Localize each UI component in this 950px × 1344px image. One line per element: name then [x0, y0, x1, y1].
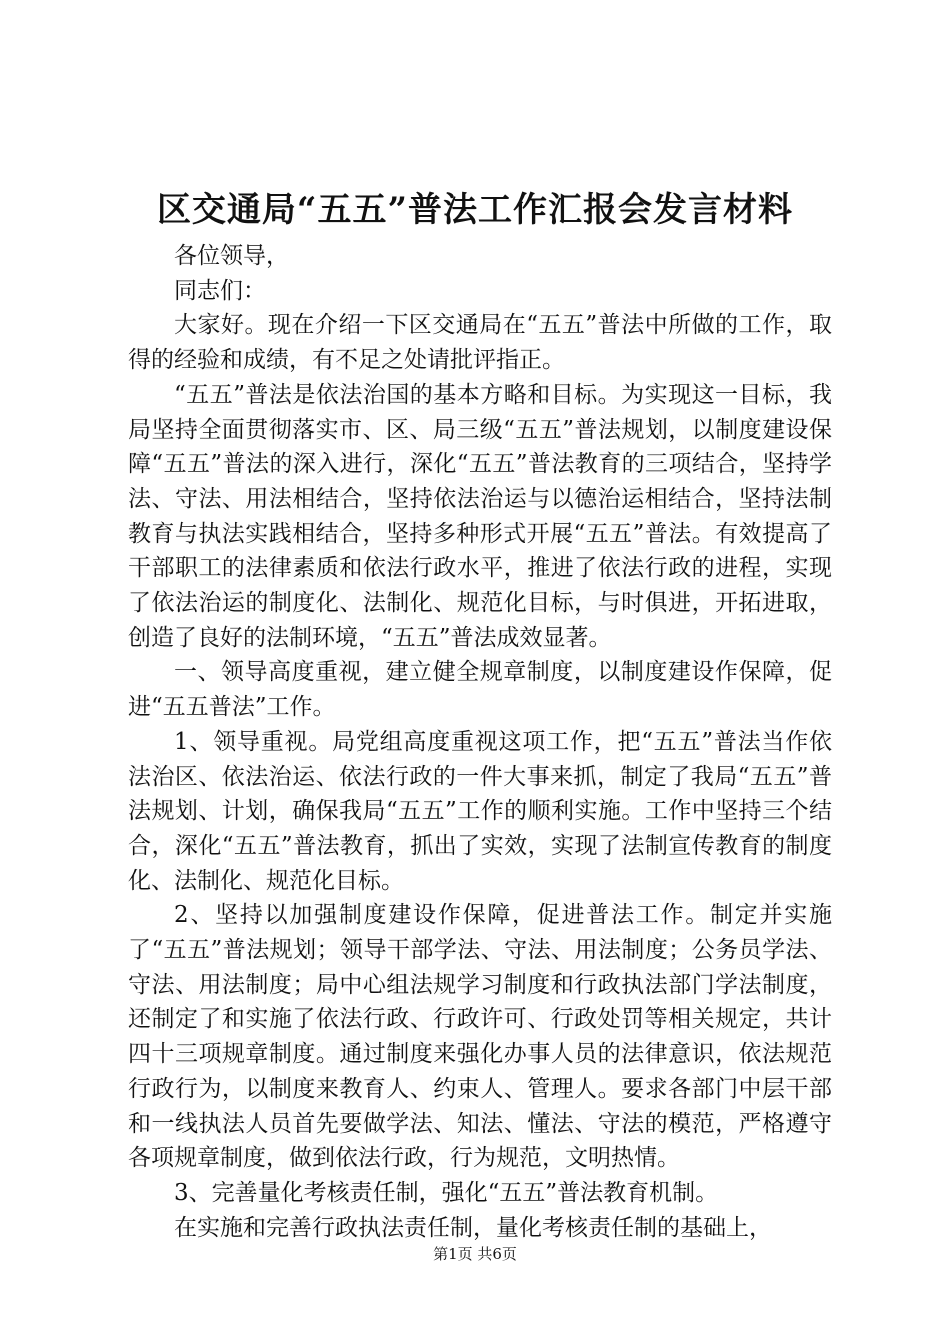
- document-title: 区交通局“五五”普法工作汇报会发言材料: [156, 190, 794, 230]
- paragraph-item-2: 2、坚持以加强制度建设作保障，促进普法工作。制定并实施了“五五”普法规划；领导干部学法、守法、用法制度；公务员学法、守法、用法制度；局中心组法规学习制度和行政执法部门学法制度，还制定了和实施了依法行政、行政许可、行政处罚等相关规定，共计四十三项规章制度。通过制度来强化办事人员的法律意识，依法规范行政行为，以制度来教育人、约束人、管理人。要求各部门中层干部和一线执法人员首先要做学法、知法、懂法、守法的模范，严格遵守各项规章制度，做到依法行政，行为规范，文明热情。: [128, 902, 832, 1172]
- paragraph-item-3: 3、完善量化考核责任制，强化“五五”普法教育机制。: [174, 1179, 719, 1206]
- section-heading-1: 一、领导高度重视，建立健全规章制度，以制度建设作保障，促进“五五普法”工作。: [128, 659, 832, 721]
- paragraph-intro: 大家好。现在介绍一下区交通局在“五五”普法中所做的工作，取得的经验和成绩，有不足之处请批评指正。: [128, 312, 832, 374]
- page-footer: 第1页 共6页: [433, 1245, 517, 1263]
- salutation-comrades: 同志们：: [174, 277, 266, 304]
- paragraph-continued: 在实施和完善行政执法责任制，量化考核责任制的基础上，: [174, 1214, 772, 1241]
- paragraph-overview: “五五”普法是依法治国的基本方略和目标。为实现这一目标，我局坚持全面贯彻落实市、区、局三级“五五”普法规划，以制度建设保障“五五”普法的深入进行，深化“五五”普法教育的三项结合，坚持学法、守法、用法相结合，坚持依法治运与以德治运相结合，坚持法制教育与执法实践相结合，坚持多种形式开展“五五”普法。有效提高了干部职工的法律素质和依法行政水平，推进了依法行政的进程，实现了依法治运的制度化、法制化、规范化目标，与时俱进，开拓进取，创造了良好的法制环境，“五五”普法成效显著。: [128, 381, 832, 651]
- document-body: [128, 239, 832, 1245]
- paragraph-item-1: 1、领导重视。局党组高度重视这项工作，把“五五”普法当作依法治区、依法治运、依法行政的一件大事来抓，制定了我局“五五”普法规划、计划，确保我局“五五”工作的顺利实施。工作中坚持三个结合，深化“五五”普法教育，抓出了实效，实现了法制宣传教育的制度化、法制化、规范化目标。: [128, 728, 832, 894]
- salutation-leaders: 各位领导，: [174, 243, 289, 269]
